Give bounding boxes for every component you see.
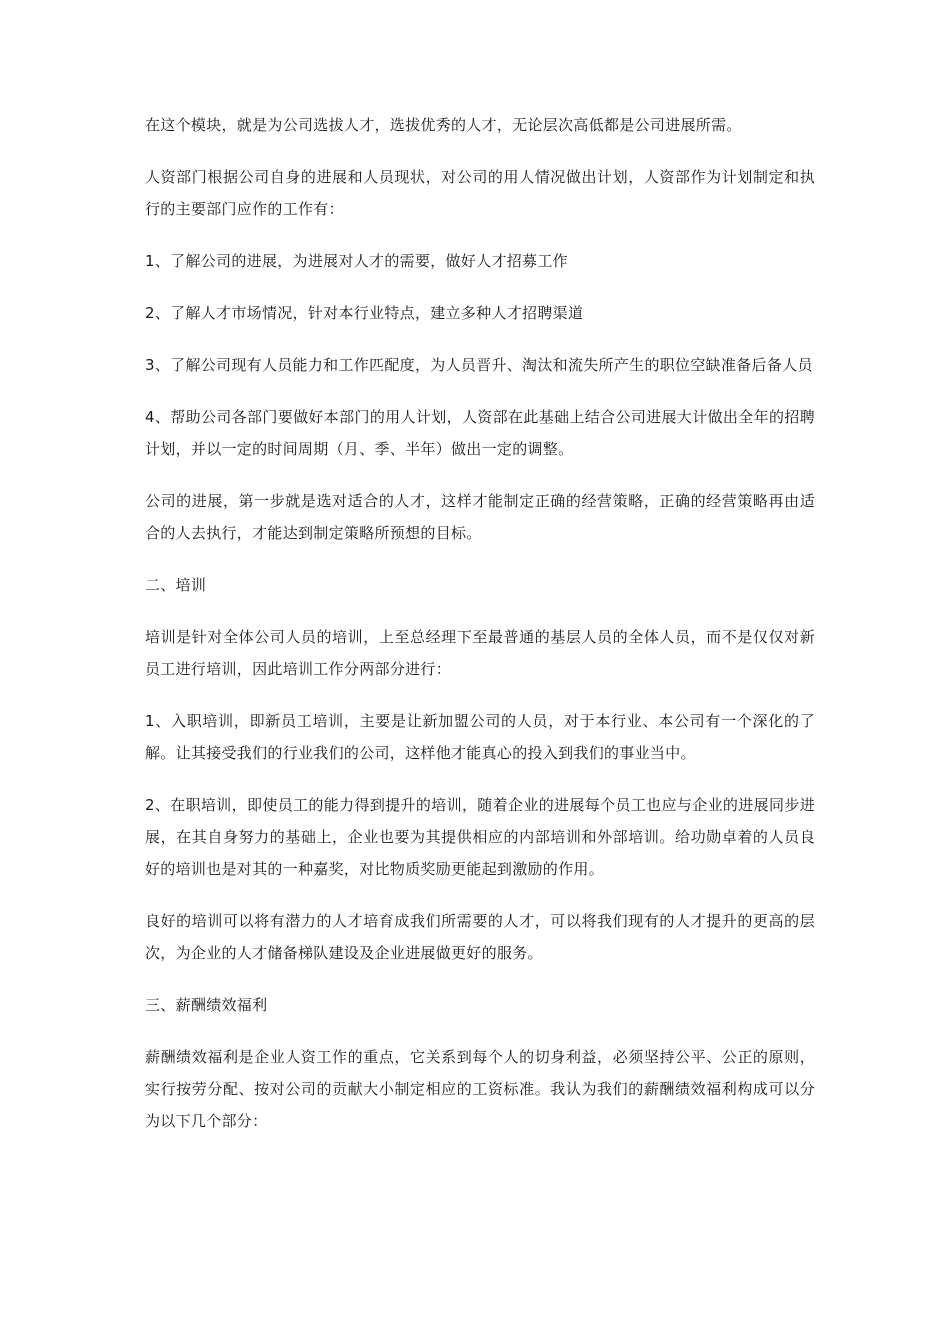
paragraph-hr-planning: 人资部门根据公司自身的进展和人员现状，对公司的用人情况做出计划，人资部作为计划制定和执行的主要部门应作的工作有： (145, 168, 815, 218)
section-heading-compensation: 三、薪酬绩效福利 (145, 996, 268, 1014)
document-page (145, 109, 815, 1157)
list-item-1: 1、了解公司的进展，为进展对人才的需要，做好人才招募工作 (145, 252, 568, 270)
section-heading-training: 二、培训 (145, 576, 207, 594)
paragraph-compensation-intro: 薪酬绩效福利是企业人资工作的重点，它关系到每个人的切身利益，必须坚持公平、公正的原则，实行按劳分配、按对公司的贡献大小制定相应的工资标准。我认为我们的薪酬绩效福利构成可以分为以下几个部分： (145, 1048, 815, 1130)
list-item-3: 3、了解公司现有人员能力和工作匹配度，为人员晋升、淘汰和流失所产生的职位空缺准备后备人员 (145, 356, 813, 374)
list-item-4: 4、帮助公司各部门要做好本部门的用人计划，人资部在此基础上结合公司进展大计做出全年的招聘计划，并以一定的时间周期（月、季、半年）做出一定的调整。 (145, 408, 815, 458)
training-item-1: 1、入职培训，即新员工培训，主要是让新加盟公司的人员，对于本行业、本公司有一个深化的了解。让其接受我们的行业我们的公司，这样他才能真心的投入到我们的事业当中。 (145, 712, 815, 762)
training-item-2: 2、在职培训，即使员工的能力得到提升的培训，随着企业的进展每个员工也应与企业的进展同步进展，在其自身努力的基础上，企业也要为其提供相应的内部培训和外部培训。给功勋卓着的人员良好的培训也是对其的一种嘉奖，对比物质奖励更能起到激励的作用。 (145, 796, 815, 878)
list-item-2: 2、了解人才市场情况，针对本行业特点，建立多种人才招聘渠道 (145, 304, 584, 322)
paragraph-recruitment-intro: 在这个模块，就是为公司选拔人才，选拔优秀的人才，无论层次高低都是公司进展所需。 (145, 116, 742, 134)
paragraph-training-intro: 培训是针对全体公司人员的培训，上至总经理下至最普通的基层人员的全体人员，而不是仅仅对新员工进行培训，因此培训工作分两部分进行： (145, 628, 815, 678)
paragraph-training-benefit: 良好的培训可以将有潜力的人才培育成我们所需要的人才，可以将我们现有的人才提升的更高的层次，为企业的人才储备梯队建设及企业进展做更好的服务。 (145, 912, 815, 962)
paragraph-company-development: 公司的进展，第一步就是选对适合的人才，这样才能制定正确的经营策略，正确的经营策略再由适合的人去执行，才能达到制定策略所预想的目标。 (145, 492, 815, 542)
